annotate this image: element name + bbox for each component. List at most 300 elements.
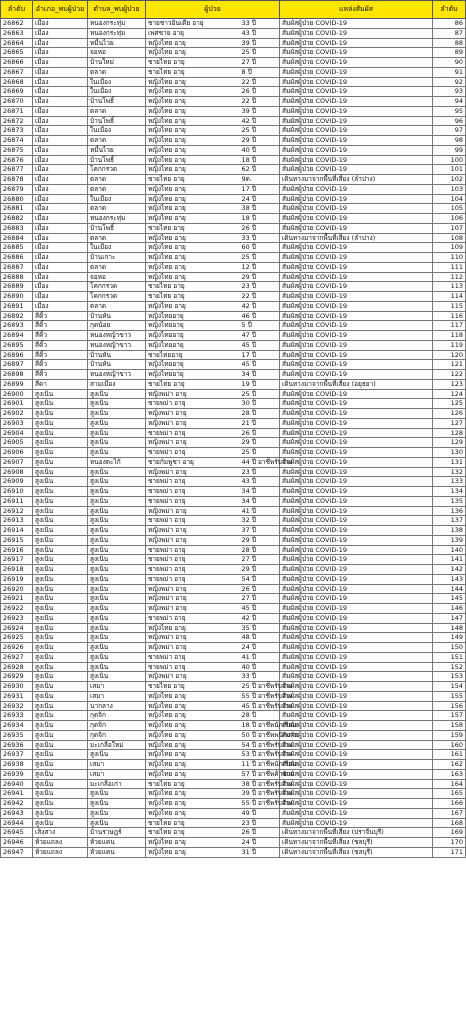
- cell-seq: 168: [433, 818, 466, 828]
- cell-no: 26906: [1, 448, 33, 458]
- cell-subdistrict: บ้านโพธิ์: [88, 97, 146, 107]
- cell-district: สูงเนิน: [33, 565, 88, 575]
- cell-subdistrict: บ้านใหม่: [88, 58, 146, 68]
- cell-contact: สัมผัสผู้ป่วย COVID-19: [280, 545, 433, 555]
- cell-district: สูงเนิน: [33, 477, 88, 487]
- cell-no: 26930: [1, 682, 33, 692]
- table-row: [1, 399, 466, 409]
- cell-age: 18 ปี อาชีพนักเรียน: [241, 721, 297, 730]
- cell-no: 26933: [1, 711, 33, 721]
- cell-seq: 131: [433, 457, 466, 467]
- table-row: [1, 662, 466, 672]
- table-row: [1, 126, 466, 136]
- cell-patient: หญิงไทย อายุ: [146, 799, 240, 809]
- cell-patient: หญิงไทย อายุ: [146, 789, 240, 799]
- cell-contact: สัมผัสผู้ป่วย COVID-19: [280, 448, 433, 458]
- cell-age: 39 ปี: [240, 38, 280, 48]
- cell-patient: หญิงไทย อายุ: [146, 730, 240, 740]
- cell-patient: ชายพม่า อายุ: [146, 652, 240, 662]
- cell-no: 26863: [1, 28, 33, 38]
- cell-contact: สัมผัสผู้ป่วย COVID-19: [280, 760, 433, 770]
- header-subdistrict: ตำบล_พบผู้ป่วย: [88, 1, 146, 19]
- cell-subdistrict: สูงเนิน: [88, 818, 146, 828]
- cell-age: 23 ปี: [240, 818, 280, 828]
- table-row: [1, 418, 466, 428]
- cell-no: 26940: [1, 779, 33, 789]
- table-row: [1, 633, 466, 643]
- cell-no: 26908: [1, 467, 33, 477]
- cell-no: 26894: [1, 331, 33, 341]
- cell-age: 45 ปี: [240, 360, 280, 370]
- cell-no: 26922: [1, 604, 33, 614]
- cell-no: 26904: [1, 428, 33, 438]
- cell-age: 26 ปี: [240, 828, 280, 838]
- cell-patient: หญิงไทย อายุ: [146, 48, 240, 58]
- cell-age: 53 ปี อาชีพรับจ้าง: [241, 750, 293, 759]
- cell-no: 26911: [1, 496, 33, 506]
- cell-contact: สัมผัสผู้ป่วย COVID-19: [280, 506, 433, 516]
- table-row: [1, 535, 466, 545]
- cell-patient: ชายพม่า อายุ: [146, 555, 240, 565]
- table-row: [1, 730, 466, 740]
- table-row: [1, 272, 466, 282]
- cell-contact: สัมผัสผู้ป่วย COVID-19: [280, 145, 433, 155]
- table-row: [1, 769, 466, 779]
- cell-age: 24 ปี: [240, 194, 280, 204]
- table-row: [1, 116, 466, 126]
- cell-no: 26946: [1, 838, 33, 848]
- cell-seq: 130: [433, 448, 466, 458]
- cell-subdistrict: หนองหญ้าขาว: [88, 370, 146, 380]
- cell-contact: เดินทางมาจากพื้นที่เสี่ยง (ลำปาง): [280, 175, 433, 185]
- cell-seq: 86: [433, 19, 466, 29]
- cell-contact: สัมผัสผู้ป่วย COVID-19: [280, 360, 433, 370]
- cell-subdistrict: จอหอ: [88, 272, 146, 282]
- table-row: [1, 613, 466, 623]
- cell-contact: สัมผัสผู้ป่วย COVID-19: [280, 126, 433, 136]
- cell-age: 21 ปี: [240, 418, 280, 428]
- cell-district: สูงเนิน: [33, 584, 88, 594]
- cell-patient: หญิงไทย อายุ: [146, 721, 240, 731]
- cell-age: 24 ปี: [240, 838, 280, 848]
- cell-subdistrict: สูงเนิน: [88, 672, 146, 682]
- cell-seq: 171: [433, 847, 466, 857]
- table-row: [1, 155, 466, 165]
- cell-seq: 112: [433, 272, 466, 282]
- cell-district: สูงเนิน: [33, 448, 88, 458]
- cell-no: 26883: [1, 223, 33, 233]
- cell-patient: หญิงไทยอายุ: [146, 360, 240, 370]
- cell-no: 26864: [1, 38, 33, 48]
- cell-district: สูงเนิน: [33, 779, 88, 789]
- table-row: [1, 67, 466, 77]
- cell-no: 26928: [1, 662, 33, 672]
- table-row: [1, 282, 466, 292]
- cell-age: 29 ปี: [240, 272, 280, 282]
- cell-seq: 163: [433, 769, 466, 779]
- cell-contact: สัมผัสผู้ป่วย COVID-19: [280, 87, 433, 97]
- cell-subdistrict: สูงเนิน: [88, 613, 146, 623]
- cell-subdistrict: หนองกระทุ่ม: [88, 28, 146, 38]
- cell-no: 26872: [1, 116, 33, 126]
- cell-patient: หญิงไทย อายุ: [146, 106, 240, 116]
- cell-seq: 166: [433, 799, 466, 809]
- cell-district: เมือง: [33, 77, 88, 87]
- cell-no: 26878: [1, 175, 33, 185]
- cell-patient: หญิงไทย อายุ: [146, 243, 240, 253]
- cell-subdistrict: สูงเนิน: [88, 418, 146, 428]
- cell-no: 26899: [1, 379, 33, 389]
- cell-contact: สัมผัสผู้ป่วย COVID-19: [280, 740, 433, 750]
- cell-contact: สัมผัสผู้ป่วย COVID-19: [280, 467, 433, 477]
- table-header-row: [1, 1, 466, 19]
- table-row: [1, 58, 466, 68]
- cell-age: 33 ปี: [240, 672, 280, 682]
- cell-patient: หญิงไทย อายุ: [146, 750, 240, 760]
- cell-contact: สัมผัสผู้ป่วย COVID-19: [280, 652, 433, 662]
- cell-no: 26881: [1, 204, 33, 214]
- cell-subdistrict: มะเกลือเก่า: [88, 779, 146, 789]
- table-row: [1, 487, 466, 497]
- cell-subdistrict: โคกกรวด: [88, 165, 146, 175]
- cell-age: 17 ปี: [240, 350, 280, 360]
- cell-seq: 104: [433, 194, 466, 204]
- cell-district: เมือง: [33, 301, 88, 311]
- cell-subdistrict: กุดจิก: [88, 711, 146, 721]
- cell-subdistrict: บ้านราษฎร์: [88, 828, 146, 838]
- cell-subdistrict: ตลาด: [88, 106, 146, 116]
- cell-contact: สัมผัสผู้ป่วย COVID-19: [280, 311, 433, 321]
- cell-age: 29 ปี: [240, 565, 280, 575]
- header-no: ลำดับ: [1, 1, 33, 19]
- table-row: [1, 350, 466, 360]
- cell-contact: สัมผัสผู้ป่วย COVID-19: [280, 730, 433, 740]
- cell-seq: 117: [433, 321, 466, 331]
- cell-contact: สัมผัสผู้ป่วย COVID-19: [280, 67, 433, 77]
- cell-age: 30 ปี: [240, 399, 280, 409]
- cell-seq: 108: [433, 233, 466, 243]
- cell-patient: ชายไทยอายุ: [146, 350, 240, 360]
- cell-district: เมือง: [33, 272, 88, 282]
- cell-subdistrict: บ้านหัน: [88, 360, 146, 370]
- cell-district: สูงเนิน: [33, 633, 88, 643]
- cell-no: 26945: [1, 828, 33, 838]
- cell-age: 11 ปี อาชีพนักเรียน: [241, 760, 297, 769]
- cell-district: ห้วยแถลง: [33, 847, 88, 857]
- table-row: [1, 253, 466, 263]
- cell-district: เมือง: [33, 184, 88, 194]
- cell-age: 27 ปี: [240, 555, 280, 565]
- cell-district: เมือง: [33, 155, 88, 165]
- cell-district: เมือง: [33, 282, 88, 292]
- cell-subdistrict: หมื่นไวย: [88, 145, 146, 155]
- cell-contact: สัมผัสผู้ป่วย COVID-19: [280, 438, 433, 448]
- cell-no: 26932: [1, 701, 33, 711]
- cell-no: 26941: [1, 789, 33, 799]
- cell-subdistrict: มะเกลือใหม่: [88, 740, 146, 750]
- cell-patient: ชายพม่า อายุ: [146, 496, 240, 506]
- cell-district: เมือง: [33, 106, 88, 116]
- cell-seq: 164: [433, 779, 466, 789]
- header-district: อำเภอ_พบผู้ป่วย: [33, 1, 88, 19]
- cell-contact: เดินทางมาจากพื้นที่เสี่ยง (ชลบุรี): [280, 847, 433, 857]
- cell-seq: 134: [433, 487, 466, 497]
- table-row: [1, 545, 466, 555]
- cell-contact: สัมผัสผู้ป่วย COVID-19: [280, 77, 433, 87]
- cell-no: 26874: [1, 136, 33, 146]
- cell-seq: 115: [433, 301, 466, 311]
- cell-district: สูงเนิน: [33, 750, 88, 760]
- cell-subdistrict: ในเมือง: [88, 77, 146, 87]
- cell-age: 41 ปี: [240, 506, 280, 516]
- cell-subdistrict: ตลาด: [88, 204, 146, 214]
- cell-subdistrict: สูงเนิน: [88, 448, 146, 458]
- table-row: [1, 262, 466, 272]
- cell-contact: เดินทางมาจากพื้นที่เสี่ยง (ลำปาง): [280, 233, 433, 243]
- cell-contact: สัมผัสผู้ป่วย COVID-19: [280, 243, 433, 253]
- cell-patient: ชายพม่า อายุ: [146, 428, 240, 438]
- cell-patient: ชายไทย อายุ: [146, 292, 240, 302]
- cell-contact: สัมผัสผู้ป่วย COVID-19: [280, 116, 433, 126]
- cell-seq: 167: [433, 808, 466, 818]
- cell-district: เมือง: [33, 253, 88, 263]
- table-row: [1, 740, 466, 750]
- table-row: [1, 565, 466, 575]
- cell-subdistrict: สูงเนิน: [88, 604, 146, 614]
- cell-age: 46 ปี: [240, 311, 280, 321]
- cell-district: เมือง: [33, 28, 88, 38]
- cell-contact: สัมผัสผู้ป่วย COVID-19: [280, 750, 433, 760]
- cell-subdistrict: กุดจิก: [88, 730, 146, 740]
- cell-age: 24 ปี: [240, 643, 280, 653]
- cell-no: 26937: [1, 750, 33, 760]
- cell-subdistrict: สูงเนิน: [88, 652, 146, 662]
- header-seq: ลำดับ: [433, 1, 466, 19]
- cell-age: 29 ปี: [240, 535, 280, 545]
- cell-contact: สัมผัสผู้ป่วย COVID-19: [280, 204, 433, 214]
- cell-seq: 102: [433, 175, 466, 185]
- table-row: [1, 652, 466, 662]
- cell-district: เมือง: [33, 19, 88, 29]
- cell-age: 39 ปี อาชีพรับจ้าง: [241, 789, 293, 798]
- cell-contact: สัมผัสผู้ป่วย COVID-19: [280, 301, 433, 311]
- cell-subdistrict: สูงเนิน: [88, 438, 146, 448]
- cell-patient: หญิงไทย อายุ: [146, 838, 240, 848]
- cell-age: 39 ปี: [240, 106, 280, 116]
- cell-seq: 87: [433, 28, 466, 38]
- cell-subdistrict: ในเมือง: [88, 243, 146, 253]
- cell-subdistrict: สูงเนิน: [88, 545, 146, 555]
- cell-no: 26907: [1, 457, 33, 467]
- table-row: [1, 448, 466, 458]
- cell-contact: สัมผัสผู้ป่วย COVID-19: [280, 418, 433, 428]
- cell-subdistrict: ในเมือง: [88, 126, 146, 136]
- cell-age: 28 ปี: [240, 711, 280, 721]
- cell-contact: สัมผัสผู้ป่วย COVID-19: [280, 106, 433, 116]
- cell-district: สูงเนิน: [33, 487, 88, 497]
- cell-no: 26896: [1, 350, 33, 360]
- table-row: [1, 321, 466, 331]
- cell-district: สูงเนิน: [33, 740, 88, 750]
- cell-seq: 162: [433, 760, 466, 770]
- cell-district: สูงเนิน: [33, 545, 88, 555]
- cell-patient: หญิงพม่า อายุ: [146, 535, 240, 545]
- cell-patient: หญิงพม่า อายุ: [146, 633, 240, 643]
- cell-patient: หญิงไทย อายุ: [146, 214, 240, 224]
- cell-seq: 140: [433, 545, 466, 555]
- cell-seq: 146: [433, 604, 466, 614]
- cell-age: 43 ปี: [240, 28, 280, 38]
- cell-seq: 156: [433, 701, 466, 711]
- table-row: [1, 165, 466, 175]
- table-row: [1, 214, 466, 224]
- table-row: [1, 623, 466, 633]
- cell-subdistrict: หนองกระทุ่ม: [88, 214, 146, 224]
- cell-seq: 118: [433, 331, 466, 341]
- cell-seq: 119: [433, 340, 466, 350]
- cell-subdistrict: หนองหญ้าขาว: [88, 331, 146, 341]
- cell-no: 26905: [1, 438, 33, 448]
- cell-patient: หญิงไทย อายุ: [146, 262, 240, 272]
- cell-contact: สัมผัสผู้ป่วย COVID-19: [280, 516, 433, 526]
- table-row: [1, 847, 466, 857]
- cell-district: สูงเนิน: [33, 789, 88, 799]
- cell-no: 26886: [1, 253, 33, 263]
- cell-age: 47 ปี: [240, 331, 280, 341]
- table-row: [1, 682, 466, 692]
- cell-seq: 93: [433, 87, 466, 97]
- cell-no: 26929: [1, 672, 33, 682]
- cell-no: 26867: [1, 67, 33, 77]
- table-row: [1, 799, 466, 809]
- cell-district: สูงเนิน: [33, 643, 88, 653]
- cell-age: 25 ปี อาชีพรับจ้าง: [241, 682, 293, 691]
- cell-seq: 129: [433, 438, 466, 448]
- cell-patient: หญิงไทย อายุ: [146, 623, 240, 633]
- cell-no: 26918: [1, 565, 33, 575]
- cell-age: 44 ปี อาชีพรับจ้าง: [241, 457, 293, 466]
- cell-subdistrict: นากลาง: [88, 701, 146, 711]
- cell-patient: ชายกัมพูชา อายุ: [146, 457, 240, 467]
- cell-contact: สัมผัสผู้ป่วย COVID-19: [280, 399, 433, 409]
- cell-contact: สัมผัสผู้ป่วย COVID-19: [280, 633, 433, 643]
- cell-district: เมือง: [33, 136, 88, 146]
- table-row: [1, 360, 466, 370]
- table-row: [1, 808, 466, 818]
- cell-patient: ชายไทย อายุ: [146, 223, 240, 233]
- table-row: [1, 691, 466, 701]
- cell-subdistrict: สูงเนิน: [88, 467, 146, 477]
- cell-contact: สัมผัสผู้ป่วย COVID-19: [280, 643, 433, 653]
- cell-contact: สัมผัสผู้ป่วย COVID-19: [280, 682, 433, 692]
- cell-age: 48 ปี: [240, 633, 280, 643]
- cell-patient: ชายพม่า อายุ: [146, 516, 240, 526]
- cell-contact: สัมผัสผู้ป่วย COVID-19: [280, 262, 433, 272]
- cell-subdistrict: สูงเนิน: [88, 477, 146, 487]
- cell-seq: 95: [433, 106, 466, 116]
- cell-age: 34 ปี: [240, 370, 280, 380]
- cell-contact: สัมผัสผู้ป่วย COVID-19: [280, 769, 433, 779]
- cell-seq: 152: [433, 662, 466, 672]
- cell-seq: 121: [433, 360, 466, 370]
- table-row: [1, 233, 466, 243]
- cell-age: 22 ปี: [240, 77, 280, 87]
- cell-contact: สัมผัสผู้ป่วย COVID-19: [280, 672, 433, 682]
- cell-age: 33 ปี: [240, 233, 280, 243]
- cell-seq: 155: [433, 691, 466, 701]
- cell-no: 26942: [1, 799, 33, 809]
- cell-age: 22 ปี: [240, 292, 280, 302]
- cell-district: สูงเนิน: [33, 711, 88, 721]
- cell-subdistrict: สูงเนิน: [88, 799, 146, 809]
- cell-patient: หญิงไทยอายุ: [146, 311, 240, 321]
- cell-district: เมือง: [33, 48, 88, 58]
- cell-contact: สัมผัสผู้ป่วย COVID-19: [280, 779, 433, 789]
- cell-age: 60 ปี: [240, 243, 280, 253]
- cell-patient: หญิงพม่า อายุ: [146, 584, 240, 594]
- cell-contact: สัมผัสผู้ป่วย COVID-19: [280, 565, 433, 575]
- cell-age: 41 ปี: [240, 652, 280, 662]
- cell-seq: 127: [433, 418, 466, 428]
- cell-age: 62 ปี: [240, 165, 280, 175]
- cell-no: 26866: [1, 58, 33, 68]
- cell-patient: หญิงพม่า อายุ: [146, 438, 240, 448]
- cell-patient: หญิงไทย อายุ: [146, 87, 240, 97]
- cell-patient: หญิงไทย อายุ: [146, 155, 240, 165]
- cell-no: 26888: [1, 272, 33, 282]
- cell-no: 26935: [1, 730, 33, 740]
- cell-patient: หญิงไทย อายุ: [146, 808, 240, 818]
- cell-no: 26939: [1, 769, 33, 779]
- cell-patient: หญิงไทย อายุ: [146, 847, 240, 857]
- table-row: [1, 604, 466, 614]
- cell-age: 54 ปี อาชีพรับจ้าง: [241, 740, 293, 749]
- cell-contact: สัมผัสผู้ป่วย COVID-19: [280, 613, 433, 623]
- cell-district: เมือง: [33, 58, 88, 68]
- cell-contact: สัมผัสผู้ป่วย COVID-19: [280, 526, 433, 536]
- cell-contact: สัมผัสผู้ป่วย COVID-19: [280, 214, 433, 224]
- cell-contact: สัมผัสผู้ป่วย COVID-19: [280, 535, 433, 545]
- cell-district: สีคิ้ว: [33, 340, 88, 350]
- cell-contact: สัมผัสผู้ป่วย COVID-19: [280, 321, 433, 331]
- cell-patient: หญิงพม่า อายุ: [146, 389, 240, 399]
- cell-patient: หญิงพม่า อายุ: [146, 594, 240, 604]
- cell-seq: 105: [433, 204, 466, 214]
- cell-contact: สัมผัสผู้ป่วย COVID-19: [280, 292, 433, 302]
- cell-patient: ชายพม่า อายุ: [146, 448, 240, 458]
- cell-subdistrict: หนองหญ้าขาว: [88, 340, 146, 350]
- cell-district: เมือง: [33, 97, 88, 107]
- cell-seq: 161: [433, 750, 466, 760]
- cell-patient: หญิงไทย อายุ: [146, 77, 240, 87]
- cell-patient: ชายพม่า อายุ: [146, 487, 240, 497]
- table-row: [1, 428, 466, 438]
- table-row: [1, 311, 466, 321]
- cell-patient: ชายพม่า อายุ: [146, 662, 240, 672]
- cell-patient: ชายชาวอินเดีย อายุ: [146, 19, 240, 29]
- cell-age: 29 ปี: [240, 136, 280, 146]
- cell-seq: 91: [433, 67, 466, 77]
- cell-patient: หญิงพม่า อายุ: [146, 506, 240, 516]
- cell-patient: หญิงไทย อายุ: [146, 711, 240, 721]
- cell-contact: เดินทางมาจากพื้นที่เสี่ยง (ชลบุรี): [280, 838, 433, 848]
- cell-age: 25 ปี: [240, 253, 280, 263]
- cell-contact: สัมผัสผู้ป่วย COVID-19: [280, 184, 433, 194]
- cell-contact: สัมผัสผู้ป่วย COVID-19: [280, 457, 433, 467]
- cell-subdistrict: หนองตะไก้: [88, 457, 146, 467]
- cell-age: 54 ปี: [240, 574, 280, 584]
- cell-patient: ชายพม่า อายุ: [146, 545, 240, 555]
